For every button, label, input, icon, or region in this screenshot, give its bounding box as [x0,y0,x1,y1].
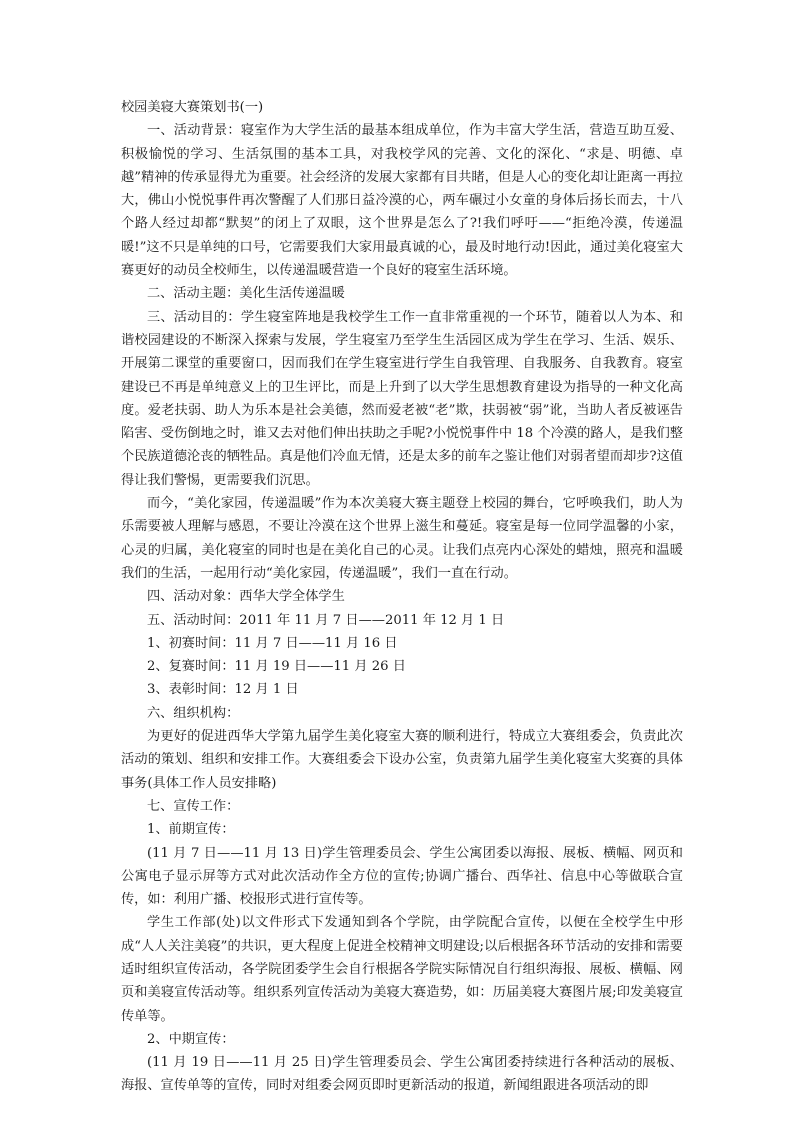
document-body [121,96,683,1098]
section-purpose-continued: 而今，“美化家园，传递温暖”作为本次美寝大赛主题登上校园的舞台，它呼唤我们，助人为乐需要被人理解与感恩，不要让冷漠在这个世界上滋生和蔓延。寝室是每一位同学温馨的小家，心灵的归属，美化寝室的同时也是在美化自己的心灵。让我们点亮内心深处的蜡烛，照亮和温暖我们的生活，一起用行动“美化家园，传递温暖”，我们一直在行动。 [121,496,683,581]
document-title: 校园美寝大赛策划书(一) [121,100,264,115]
section-purpose: 三、活动目的：学生寝室阵地是我校学生工作一直非常重视的一个环节，随着以人为本、和谐校园建设的不断深入探索与发展，学生寝室乃至学生生活园区成为学生在学习、生活、娱乐、开展第二课堂的重要窗口，因而我们在学生寝室进行学生自我管理、自我服务、自我教育。寝室建设已不再是单纯意义上的卫生评比，而是上升到了以大学生思想教育建设为指导的一种文化高度。爱老扶弱、助人为乐本是社会美德，然而爱老被“老”欺，扶弱被“弱”讹，当助人者反被诬告陷害、受伤倒地之时，谁又去对他们伸出扶助之手呢?小悦悦事件中 18 个冷漠的路人，是我们整个民族道德沦丧的牺牲品。真是他们冷血无情，还是太多的前车之鉴让他们对弱者望而却步?这值得让我们警惕，更需要我们沉思。 [121,309,683,488]
section-organization: 六、组织机构： [147,705,240,721]
section-theme: 二、活动主题：美化生活传递温暖 [147,286,345,302]
section-schedule: 五、活动时间：2011 年 11 月 7 日——2011 年 12 月 1 日 [147,612,505,628]
schedule-preliminary: 1、初赛时间：11 月 7 日——11 月 16 日 [147,635,398,651]
section-participants: 四、活动对象：西华大学全体学生 [147,589,345,605]
publicity-early-detail: (11 月 7 日——11 月 13 日)学生管理委员会、学生公寓团委以海报、展板、横幅、网页和公寓电子显示屏等方式对此次活动作全方位的宣传;协调广播台、西华社、信息中心等做联合宣传，如：利用广播、校报形式进行宣传等。 [121,845,683,908]
schedule-award: 3、表彰时间：12 月 1 日 [147,682,299,698]
section-publicity: 七、宣传工作： [147,798,240,814]
publicity-early-detail-2: 学生工作部(处)以文件形式下发通知到各个学院，由学院配合宣传，以便在全校学生中形成“人人关注美寝”的共识，更大程度上促进全校精神文明建设;以后根据各环节活动的安排和需要适时组织宣传活动，各学院团委学生会自行根据各学院实际情况自行组织海报、展板、横幅、网页和美寝宣传活动等。组织系列宣传活动为美寝大赛造势，如：历届美寝大赛图片展;印发美寝宣传单等。 [121,915,683,1024]
publicity-early-heading: 1、前期宣传： [147,822,235,838]
section-background: 一、活动背景：寝室作为大学生活的最基本组成单位，作为丰富大学生活，营造互助互爱、积极愉悦的学习、生活氛围的基本工具，对我校学风的完善、文化的深化、“求是、明德、卓越”精神的传承显得尤为重要。社会经济的发展大家都有目共睹，但是人心的变化却让距离一再拉大，佛山小悦悦事件再次警醒了人们那日益冷漠的心，两车碾过小女童的身体后扬长而去，十八个路人经过却都“默契”的闭上了双眼，这个世界是怎么了?!我们呼吁——“拒绝冷漠，传递温暖!”这不只是单纯的口号，它需要我们大家用最真诚的心，最及时地行动!因此，通过美化寝室大赛更好的动员全校师生，以传递温暖营造一个良好的寝室生活环境。 [121,123,683,279]
publicity-mid-detail: (11 月 19 日——11 月 25 日)学生管理委员会、学生公寓团委持续进行各种活动的展板、海报、宣传单等的宣传，同时对组委会网页即时更新活动的报道，新闻组跟进各项活动的即 [121,1055,683,1094]
publicity-mid-heading: 2、中期宣传： [147,1031,235,1047]
organization-detail: 为更好的促进西华大学第九届学生美化寝室大赛的顺利进行，特成立大赛组委会，负责此次活动的策划、组织和安排工作。大赛组委会下设办公室，负责第九届学生美化寝室大奖赛的具体事务(具体工作人员安排略) [121,729,683,791]
schedule-semifinal: 2、复赛时间：11 月 19 日——11 月 26 日 [147,659,406,675]
